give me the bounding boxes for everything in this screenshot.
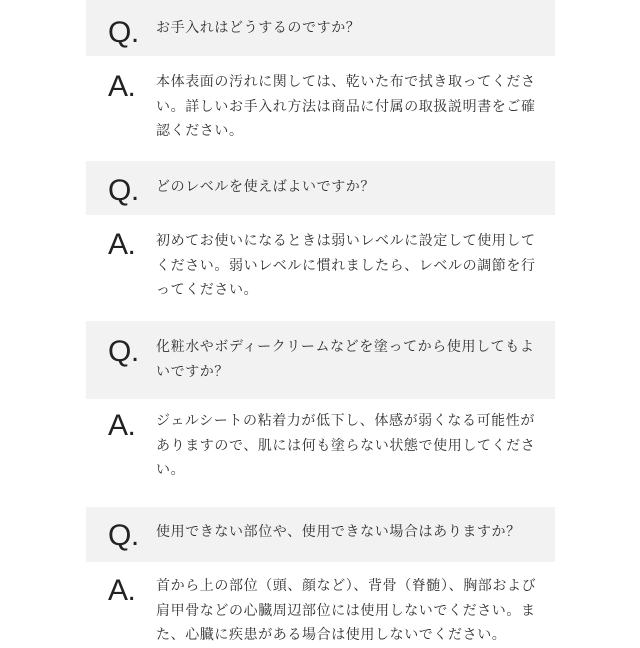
answer-mark-label: A. (108, 409, 136, 442)
question-mark-label: Q. (108, 174, 139, 207)
faq-answer-row (86, 215, 555, 321)
question-text: お手入れはどうするのですか？ (156, 20, 361, 36)
faq-list (86, 0, 555, 643)
question-mark-label: Q. (108, 16, 139, 49)
question-text: 化粧水やボディークリームなどを塗ってから使用してもよ いですか？ (156, 339, 535, 380)
answer-text: ジェルシートの粘着力が低下し、体感が弱くなる可能性が ありますので、肌には何も塗らない状態で使用してくださ い。 (156, 413, 536, 478)
answer-mark-label: A. (108, 228, 136, 261)
faq-question-row (86, 0, 555, 56)
question-text: どのレベルを使えばよいですか？ (156, 179, 375, 195)
faq-question-row (86, 507, 555, 562)
answer-text: 初めてお使いになるときは弱いレベルに設定して使用して ください。弱いレベルに慣れましたら、レベルの調節を行 ってください。 (156, 233, 536, 298)
faq-answer-row (86, 399, 555, 507)
answer-text: 首から上の部位（頭、顔など）、背骨（脊髄）、胸部および 肩甲骨などの心臓周辺部位には使用しないでください。ま た、心臓に疾患がある場合は使用しないでください。 (156, 578, 537, 643)
answer-mark-label: A. (108, 574, 136, 607)
faq-answer-row (86, 562, 555, 643)
faq-question-row (86, 321, 555, 399)
question-mark-label: Q. (108, 335, 139, 368)
question-mark-label: Q. (108, 519, 139, 552)
answer-mark-label: A. (108, 70, 136, 103)
faq-question-row (86, 161, 555, 215)
question-text: 使用できない部位や、使用できない場合はありますか？ (156, 524, 521, 540)
faq-answer-row (86, 56, 555, 161)
answer-text: 本体表面の汚れに関しては、乾いた布で拭き取ってくださ い。詳しいお手入れ方法は商品に付属の取扱説明書をご確 認ください。 (156, 74, 536, 139)
